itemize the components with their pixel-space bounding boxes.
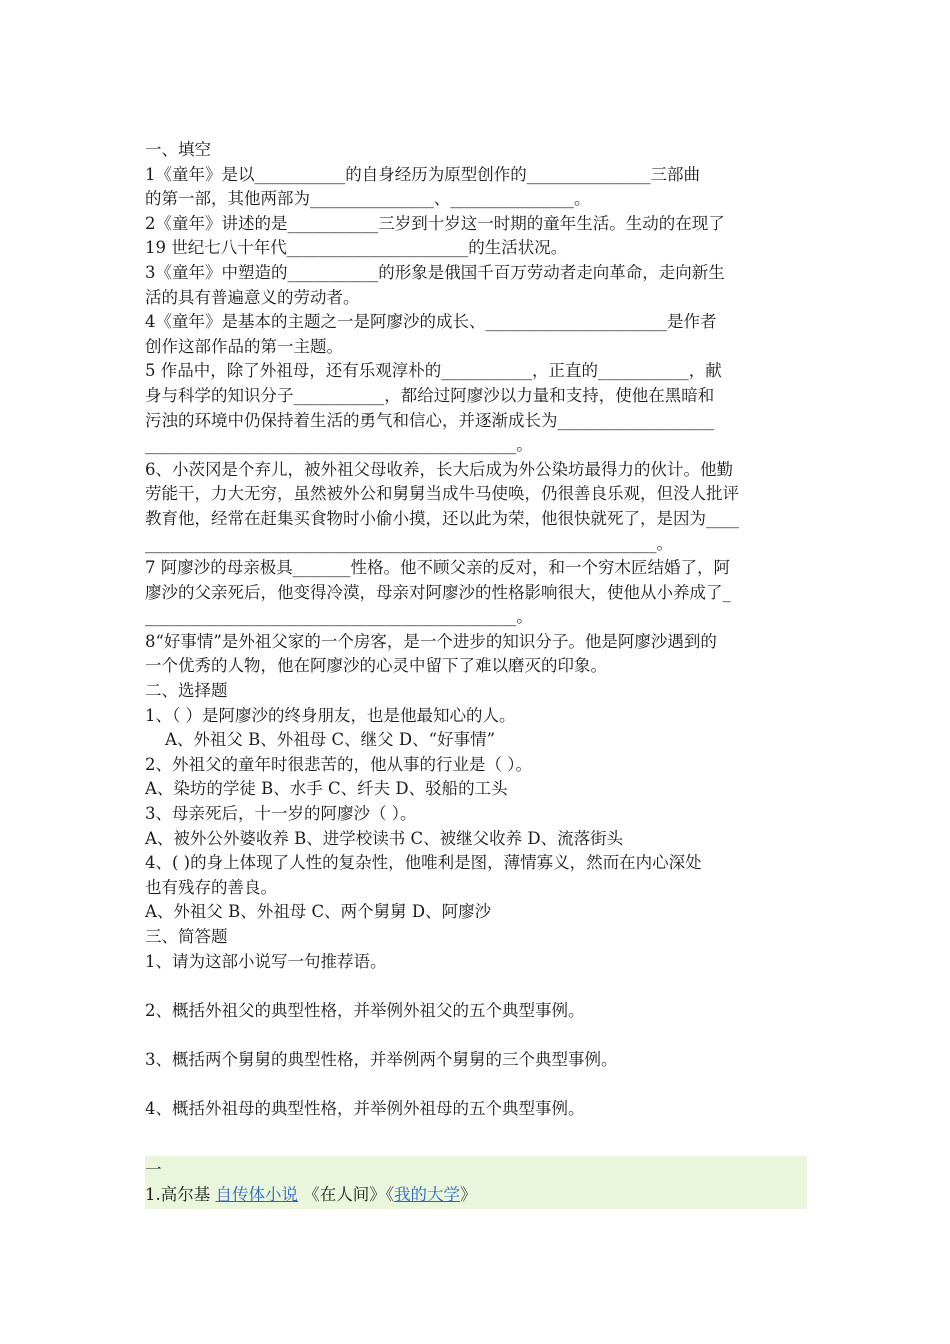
answer-line-1 bbox=[145, 1183, 807, 1208]
text-line: 1、（ ）是阿廖沙的终身朋友，也是他最知心的人。 bbox=[145, 705, 516, 725]
answer-prefix: 1.高尔基 bbox=[145, 1184, 216, 1204]
text-line: _____________________________________________。 bbox=[145, 435, 533, 455]
text-line: 二、选择题 bbox=[145, 681, 228, 701]
text-line: A、外祖父 B、外祖母 C、两个舅舅 D、阿廖沙 bbox=[145, 902, 492, 922]
text-line: 4、概括外祖母的典型性格，并举例外祖母的五个典型事例。 bbox=[145, 1099, 585, 1119]
text-line: 4、( )的身上体现了人性的复杂性，他唯利是图，薄情寡义，然而在内心深处 bbox=[145, 853, 702, 873]
text-line: 也有残存的善良。 bbox=[145, 877, 277, 897]
text-line: 2、外祖父的童年时很悲苦的，他从事的行业是（ ）。 bbox=[145, 754, 532, 774]
text-line: 3《童年》中塑造的___________的形象是俄国千百万劳动者走向革命，走向新生 bbox=[145, 262, 725, 282]
text-line: 2、概括外祖父的典型性格，并举例外祖父的五个典型事例。 bbox=[145, 1000, 585, 1020]
blank-gap bbox=[145, 1073, 807, 1098]
text-line: ______________________________________________________________。 bbox=[145, 533, 673, 553]
blank-gap bbox=[145, 974, 807, 999]
text-line: 2《童年》讲述的是___________三岁到十岁这一时期的童年生活。生动的在现了 bbox=[145, 213, 725, 233]
text-line: _____________________________________________。 bbox=[145, 607, 533, 627]
text-line: 7 阿廖沙的母亲极具_______性格。他不顾父亲的反对，和一个穷木匠结婚了，阿 bbox=[145, 558, 730, 578]
text-line: A、染坊的学徒 B、水手 C、纤夫 D、驳船的工头 bbox=[145, 779, 508, 799]
text-line: 8“好事情”是外祖父家的一个房客，是一个进步的知识分子。他是阿廖沙遇到的 bbox=[145, 631, 717, 651]
text-line: 一个优秀的人物，他在阿廖沙的心灵中留下了难以磨灭的印象。 bbox=[145, 656, 607, 676]
text-line: 一、填空 bbox=[145, 140, 211, 159]
answer-section bbox=[145, 1156, 807, 1209]
text-line: 3、概括两个舅舅的典型性格，并举例两个舅舅的三个典型事例。 bbox=[145, 1049, 618, 1069]
text-line: 廖沙的父亲死后，他变得冷漠，母亲对阿廖沙的性格影响很大，使他从小养成了_ bbox=[145, 582, 731, 602]
text-line: 活的具有普遍意义的劳动者。 bbox=[145, 287, 360, 307]
text-line: 1《童年》是以___________的自身经历为原型创作的_______________三部曲 bbox=[145, 164, 700, 184]
blank-gap bbox=[145, 1023, 807, 1048]
text-line: 4《童年》是基本的主题之一是阿廖沙的成长、______________________是作者 bbox=[145, 312, 717, 332]
answer-middle: 《在人间》《 bbox=[298, 1184, 394, 1204]
text-line: A、外祖父 B、外祖母 C、继父 D、“好事情” bbox=[165, 730, 495, 750]
text-line: 身与科学的知识分子___________，都给过阿廖沙以力量和支持，使他在黑暗和 bbox=[145, 385, 715, 405]
my-universities-link[interactable]: 我的大学 bbox=[394, 1184, 460, 1204]
text-line: 6、小茨冈是个弃儿，被外祖父母收养，长大后成为外公染坊最得力的伙计。他勤 bbox=[145, 459, 733, 479]
text-line: 3、母亲死后，十一岁的阿廖沙（ ）。 bbox=[145, 804, 417, 824]
answer-heading: 一 bbox=[145, 1160, 162, 1179]
answer-suffix: 》 bbox=[460, 1184, 477, 1204]
text-line: 三、简答题 bbox=[145, 927, 228, 946]
text-line: 1、请为这部小说写一句推荐语。 bbox=[145, 951, 387, 971]
text-line: 5 作品中，除了外祖母，还有乐观淳朴的___________，正直的___________，献 bbox=[145, 361, 722, 381]
text-line: 的第一部，其他两部为_______________、_______________。 bbox=[145, 189, 591, 209]
text-line: 创作这部作品的第一主题。 bbox=[145, 336, 343, 356]
text-line: 教育他，经常在赶集买食物时小偷小摸，还以此为荣，他很快就死了，是因为____ bbox=[145, 508, 739, 528]
autobiographical-novel-link[interactable]: 自传体小说 bbox=[215, 1184, 298, 1204]
text-line: A、被外公外婆收养 B、进学校读书 C、被继父收养 D、流落街头 bbox=[145, 828, 624, 848]
text-line: 19 世纪七八十年代______________________的生活状况。 bbox=[145, 238, 568, 258]
text-line: 污浊的环境中仍保持着生活的勇气和信心，并逐渐成长为___________________ bbox=[145, 410, 715, 430]
text-line: 劳能干，力大无穷，虽然被外公和舅舅当成牛马使唤，仍很善良乐观，但没人批评 bbox=[145, 484, 739, 504]
worksheet-body bbox=[145, 138, 807, 1122]
